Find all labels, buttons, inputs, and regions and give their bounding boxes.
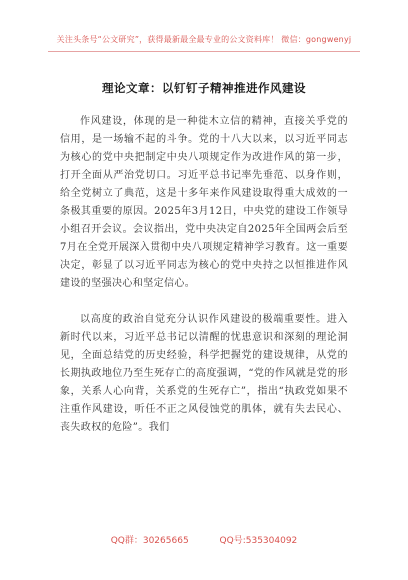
- paragraph-2: 以高度的政治自觉充分认识作风建设的极端重要性。进入新时代以来，习近平总书记以清醒的忧患意识和深刻的理论洞见，全面总结党的历史经验，科学把握党的建设规律，从党的长期执政地位乃至生死存亡的高度强调，“党的作风就是党的形象，关系人心向背，关系党的生死存亡”，指出“执政党如果不注重作风建设，听任不正之风侵蚀党的肌体，就有失去民心、丧失政权的危险”。我们: [60, 314, 348, 433]
- paragraph-1: 作风建设，体现的是一种徙木立信的精神，直接关乎党的信用，是一场输不起的斗争。党的十八大以来，以习近平同志为核心的党中央把制定中央八项规定作为改进作风的第一步，打开全面从严治党切口。习近平总书记率先垂范、以身作则，给全党树立了典范，这是十多年来作风建设取得重大成效的一条极其重要的原因。2025年3月12日，中央党的建设工作领导小组召开会议。会议指出，党中央决定自2025年全国两会后至7月在全党开展深入贯彻中央八项规定精神学习教育。这一重要决定，彰显了以习近平同志为核心的党中央持之以恒推进作风建设的坚强决心和坚定信心。: [60, 116, 348, 289]
- document-body: [60, 113, 348, 437]
- footer-qq-group: QQ群：30265665: [110, 536, 189, 546]
- header-divider: [48, 51, 360, 52]
- footer-qq-number: QQ号:535304092: [219, 536, 298, 546]
- header-promo-note: 关注头条号“公文研究”，获得最新最全最专业的公文资料库！ 微信：gongwenyj: [56, 35, 352, 44]
- footer-contact: [0, 533, 408, 546]
- document-title: 理论文章：以钉钉子精神推进作风建设: [102, 81, 306, 95]
